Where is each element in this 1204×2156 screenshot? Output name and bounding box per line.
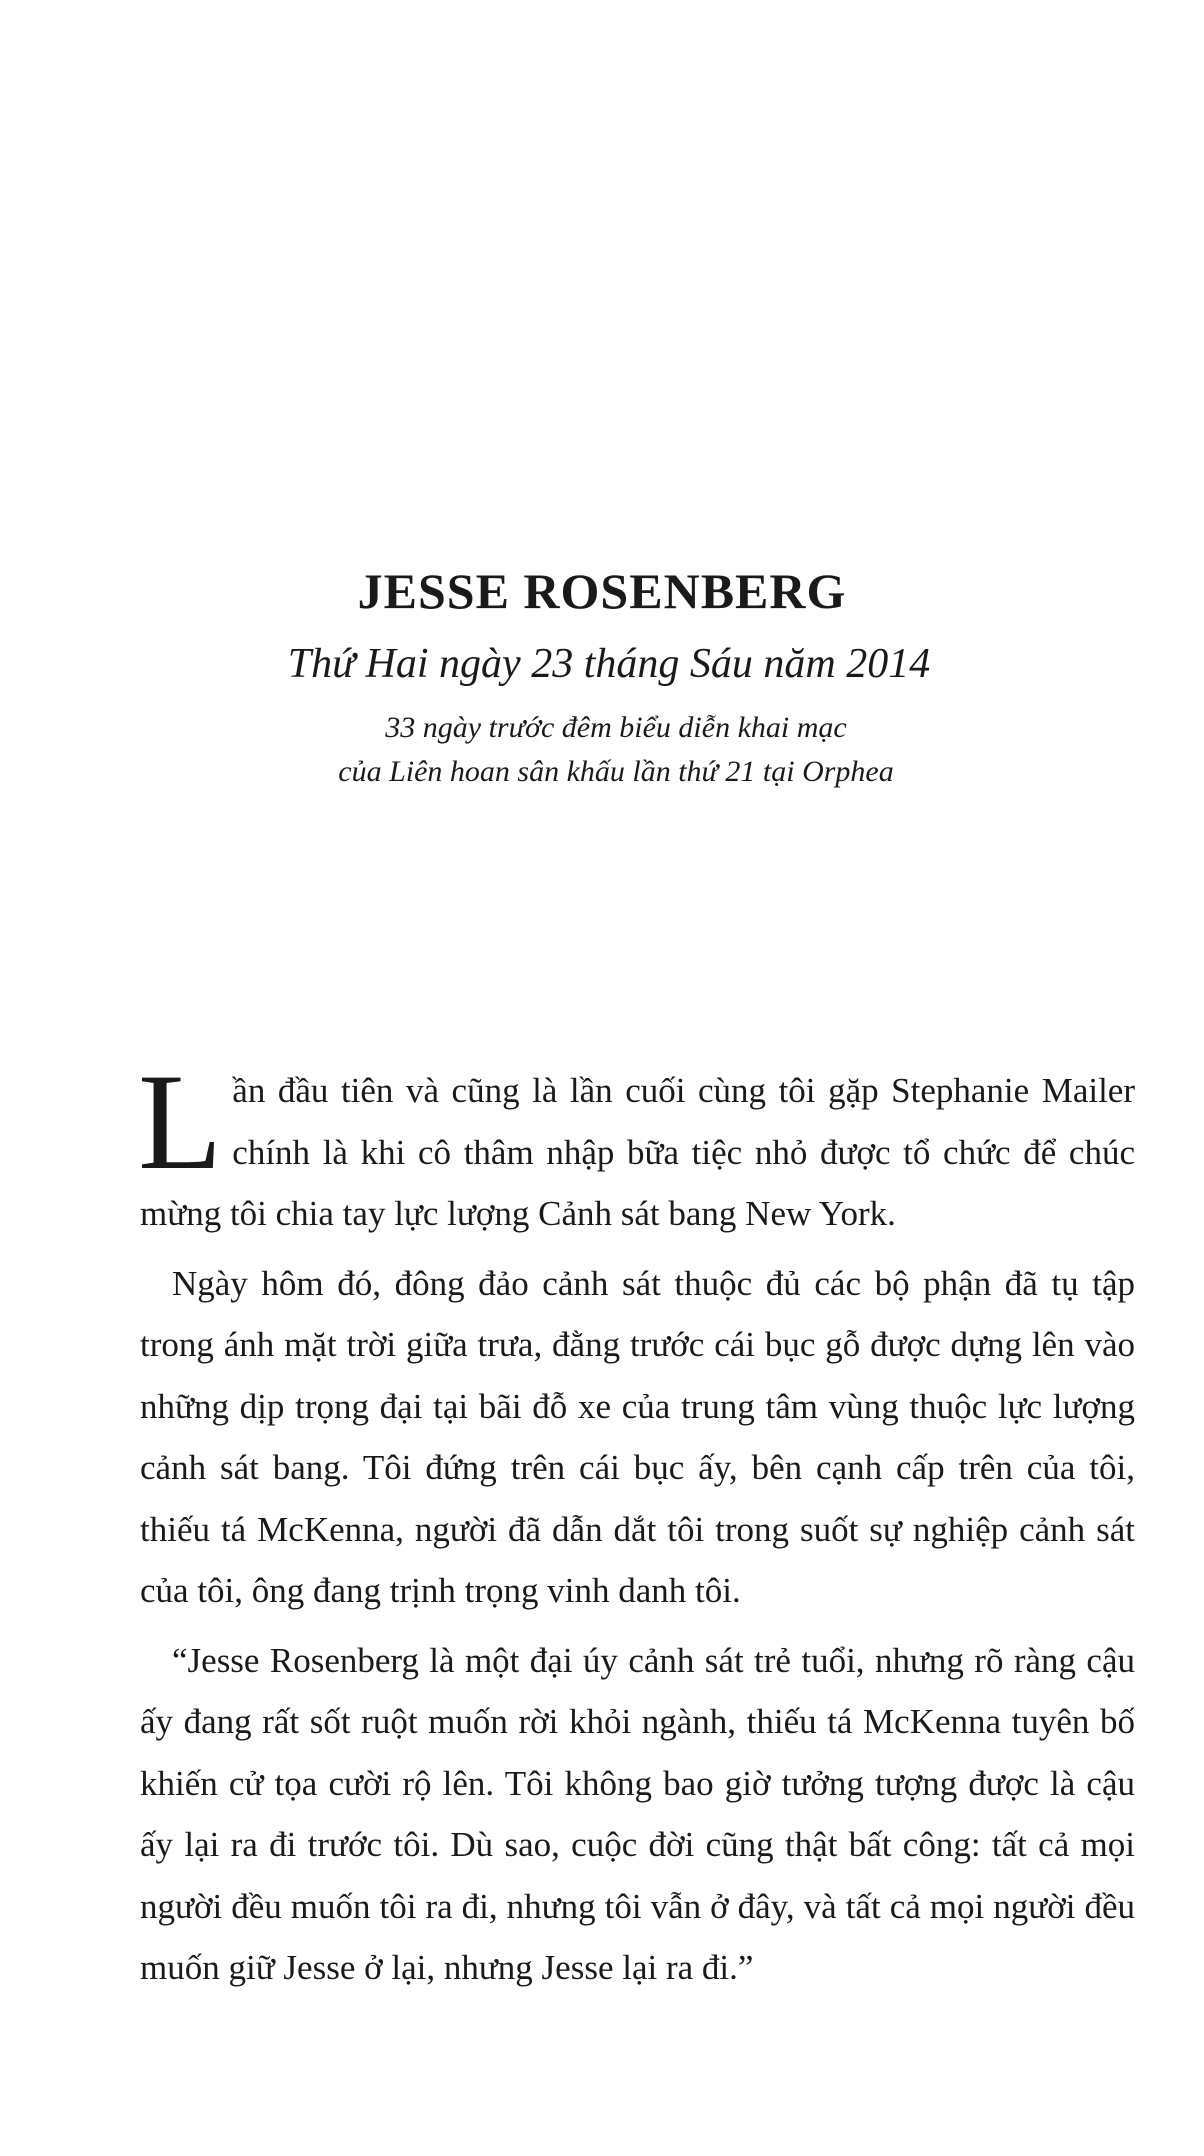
- body-text: [138, 1045, 1135, 1999]
- chapter-subtitle-line-1: 33 ngày trước đêm biểu diễn khai mạc: [385, 711, 847, 744]
- chapter-subtitle: [28, 706, 1204, 794]
- drop-cap: L: [138, 1045, 223, 1198]
- paragraph-1-text: ần đầu tiên và cũng là lần cuối cùng tôi gặp Stephanie Mailer chính là khi cô thâm nhập bữa tiệc nhỏ được tổ chức để chúc mừng tôi chia tay lực lượng Cảnh sát bang New York.: [140, 1071, 1135, 1233]
- chapter-subtitle-line-2: của Liên hoan sân khấu lần thứ 21 tại Orphea: [338, 755, 894, 788]
- chapter-date: Thứ Hai ngày 23 tháng Sáu năm 2014: [287, 641, 931, 687]
- paragraph-1: [138, 1045, 1135, 1245]
- chapter-header: [0, 560, 1204, 794]
- chapter-title: JESSE ROSENBERG: [357, 563, 847, 619]
- paragraph-2: Ngày hôm đó, đông đảo cảnh sát thuộc đủ các bộ phận đã tụ tập trong ánh mặt trời giữa trưa, đằng trước cái bục gỗ được dựng lên vào những dịp trọng đại tại bãi đỗ xe của trung tâm vùng thuộc lực lượng cảnh sát bang. Tôi đứng trên cái bục ấy, bên cạnh cấp trên của tôi, thiếu tá McKenna, người đã dẫn dắt tôi trong suốt sự nghiệp cảnh sát của tôi, ông đang trịnh trọng vinh danh tôi.: [140, 1263, 1135, 1610]
- paragraph-3: “Jesse Rosenberg là một đại úy cảnh sát trẻ tuổi, nhưng rõ ràng cậu ấy đang rất sốt ruột muốn rời khỏi ngành, thiếu tá McKenna tuyên bố khiến cử tọa cười rộ lên. Tôi không bao giờ tưởng tượng được là cậu ấy lại ra đi trước tôi. Dù sao, cuộc đời cũng thật bất công: tất cả mọi người đều muốn tôi ra đi, nhưng tôi vẫn ở đây, và tất cả mọi người đều muốn giữ Jesse ở lại, nhưng Jesse lại ra đi.”: [140, 1640, 1135, 1987]
